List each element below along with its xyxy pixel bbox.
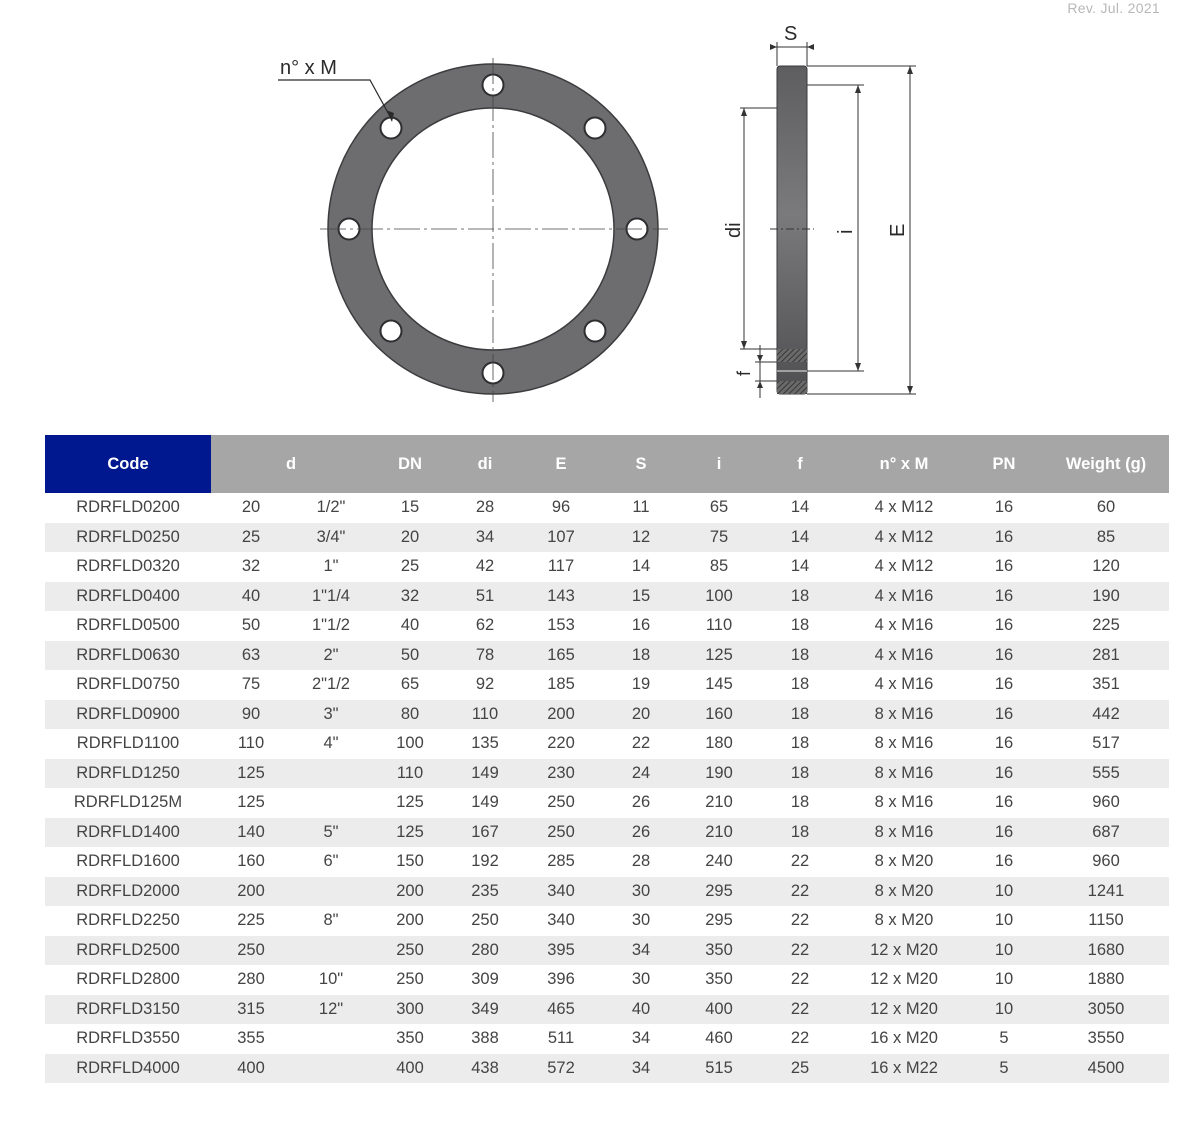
cell-pn: 10 xyxy=(965,936,1043,966)
cell-i: 85 xyxy=(681,552,757,582)
cell-s: 34 xyxy=(601,1024,681,1054)
cell-f: 18 xyxy=(757,729,843,759)
cell-weight: 960 xyxy=(1043,788,1169,818)
bolt-hole xyxy=(585,321,606,342)
cell-d-inch: 6" xyxy=(291,847,371,877)
cell-d-inch: 3/4" xyxy=(291,523,371,553)
cell-weight: 960 xyxy=(1043,847,1169,877)
cell-s: 28 xyxy=(601,847,681,877)
dim-label-i: i xyxy=(835,229,857,234)
cell-i: 295 xyxy=(681,877,757,907)
cell-f: 18 xyxy=(757,611,843,641)
cell-f: 22 xyxy=(757,936,843,966)
cell-bolts: 8 x M20 xyxy=(843,877,965,907)
cell-d-inch xyxy=(291,759,371,789)
cell-code: RDRFLD1100 xyxy=(45,729,211,759)
cell-weight: 517 xyxy=(1043,729,1169,759)
cell-weight: 225 xyxy=(1043,611,1169,641)
table-row xyxy=(45,788,1169,818)
cell-d-inch: 4" xyxy=(291,729,371,759)
cell-i: 145 xyxy=(681,670,757,700)
flange-spec-table xyxy=(45,435,1169,1083)
cell-d: 315 xyxy=(211,995,291,1025)
cell-s: 11 xyxy=(601,493,681,523)
cell-weight: 555 xyxy=(1043,759,1169,789)
cell-bolts: 4 x M12 xyxy=(843,552,965,582)
cell-s: 19 xyxy=(601,670,681,700)
cell-weight: 442 xyxy=(1043,700,1169,730)
cell-code: RDRFLD0250 xyxy=(45,523,211,553)
cell-di: 28 xyxy=(449,493,521,523)
cell-code: RDRFLD125M xyxy=(45,788,211,818)
cell-s: 20 xyxy=(601,700,681,730)
cell-di: 51 xyxy=(449,582,521,612)
header-d: d xyxy=(211,435,371,493)
cell-f: 14 xyxy=(757,523,843,553)
cell-dn: 350 xyxy=(371,1024,449,1054)
cell-pn: 16 xyxy=(965,641,1043,671)
cell-s: 15 xyxy=(601,582,681,612)
cell-bolts: 4 x M12 xyxy=(843,493,965,523)
cell-pn: 16 xyxy=(965,670,1043,700)
cell-s: 24 xyxy=(601,759,681,789)
table-row xyxy=(45,995,1169,1025)
cell-di: 92 xyxy=(449,670,521,700)
cell-d: 160 xyxy=(211,847,291,877)
dimension-lines xyxy=(740,42,916,398)
cell-d: 400 xyxy=(211,1054,291,1084)
cell-pn: 16 xyxy=(965,818,1043,848)
table-row xyxy=(45,759,1169,789)
table-row xyxy=(45,582,1169,612)
cell-s: 14 xyxy=(601,552,681,582)
bolt-hole-section-top xyxy=(777,349,807,362)
cell-s: 22 xyxy=(601,729,681,759)
cell-dn: 300 xyxy=(371,995,449,1025)
cell-e: 220 xyxy=(521,729,601,759)
flange-side-view xyxy=(723,23,916,398)
cell-pn: 16 xyxy=(965,729,1043,759)
cell-e: 511 xyxy=(521,1024,601,1054)
cell-d: 280 xyxy=(211,965,291,995)
cell-bolts: 8 x M16 xyxy=(843,818,965,848)
cell-d: 355 xyxy=(211,1024,291,1054)
header-di: di xyxy=(449,435,521,493)
cell-code: RDRFLD2000 xyxy=(45,877,211,907)
cell-bolts: 12 x M20 xyxy=(843,936,965,966)
cell-dn: 110 xyxy=(371,759,449,789)
cell-code: RDRFLD1400 xyxy=(45,818,211,848)
cell-code: RDRFLD0750 xyxy=(45,670,211,700)
cell-code: RDRFLD0900 xyxy=(45,700,211,730)
cell-di: 235 xyxy=(449,877,521,907)
cell-d: 140 xyxy=(211,818,291,848)
header-bolts: n° x M xyxy=(843,435,965,493)
cell-f: 25 xyxy=(757,1054,843,1084)
cell-weight: 60 xyxy=(1043,493,1169,523)
cell-s: 34 xyxy=(601,936,681,966)
cell-e: 185 xyxy=(521,670,601,700)
table-row xyxy=(45,641,1169,671)
cell-d-inch xyxy=(291,877,371,907)
cell-di: 250 xyxy=(449,906,521,936)
cell-code: RDRFLD0630 xyxy=(45,641,211,671)
cell-dn: 32 xyxy=(371,582,449,612)
cell-f: 18 xyxy=(757,818,843,848)
cell-code: RDRFLD1250 xyxy=(45,759,211,789)
cell-pn: 10 xyxy=(965,995,1043,1025)
table-row xyxy=(45,936,1169,966)
cell-dn: 20 xyxy=(371,523,449,553)
table-row xyxy=(45,729,1169,759)
cell-dn: 200 xyxy=(371,906,449,936)
bolt-spec-label: n° x M xyxy=(280,57,337,79)
cell-weight: 351 xyxy=(1043,670,1169,700)
cell-dn: 125 xyxy=(371,788,449,818)
table-row xyxy=(45,877,1169,907)
cell-code: RDRFLD3550 xyxy=(45,1024,211,1054)
cell-dn: 250 xyxy=(371,936,449,966)
cell-di: 280 xyxy=(449,936,521,966)
cell-weight: 1880 xyxy=(1043,965,1169,995)
cell-f: 14 xyxy=(757,552,843,582)
cell-bolts: 16 x M20 xyxy=(843,1024,965,1054)
table-row xyxy=(45,1054,1169,1084)
table-row xyxy=(45,700,1169,730)
cell-dn: 400 xyxy=(371,1054,449,1084)
cell-bolts: 4 x M16 xyxy=(843,670,965,700)
cell-d-inch: 8" xyxy=(291,906,371,936)
cell-e: 230 xyxy=(521,759,601,789)
cell-f: 18 xyxy=(757,788,843,818)
cell-pn: 5 xyxy=(965,1054,1043,1084)
cell-e: 96 xyxy=(521,493,601,523)
cell-di: 34 xyxy=(449,523,521,553)
cell-d-inch xyxy=(291,1054,371,1084)
cell-d-inch: 12" xyxy=(291,995,371,1025)
cell-code: RDRFLD0320 xyxy=(45,552,211,582)
cell-d: 25 xyxy=(211,523,291,553)
cell-bolts: 16 x M22 xyxy=(843,1054,965,1084)
cell-e: 396 xyxy=(521,965,601,995)
cell-pn: 16 xyxy=(965,700,1043,730)
cell-code: RDRFLD1600 xyxy=(45,847,211,877)
cell-weight: 120 xyxy=(1043,552,1169,582)
cell-i: 100 xyxy=(681,582,757,612)
revision-label: Rev. Jul. 2021 xyxy=(1067,0,1160,16)
cell-i: 180 xyxy=(681,729,757,759)
cell-code: RDRFLD0400 xyxy=(45,582,211,612)
flange-technical-drawing xyxy=(0,0,1200,425)
cell-d-inch: 5" xyxy=(291,818,371,848)
cell-d-inch: 2"1/2 xyxy=(291,670,371,700)
cell-e: 250 xyxy=(521,788,601,818)
cell-d: 225 xyxy=(211,906,291,936)
cell-bolts: 8 x M20 xyxy=(843,847,965,877)
cell-dn: 100 xyxy=(371,729,449,759)
dimension-arrows xyxy=(741,44,913,394)
cell-f: 22 xyxy=(757,906,843,936)
cell-i: 125 xyxy=(681,641,757,671)
cell-e: 117 xyxy=(521,552,601,582)
header-i: i xyxy=(681,435,757,493)
header-s: S xyxy=(601,435,681,493)
cell-s: 18 xyxy=(601,641,681,671)
flange-front-view xyxy=(278,57,668,402)
cell-s: 26 xyxy=(601,818,681,848)
cell-i: 160 xyxy=(681,700,757,730)
cell-d: 125 xyxy=(211,759,291,789)
cell-bolts: 12 x M20 xyxy=(843,965,965,995)
cell-pn: 5 xyxy=(965,1024,1043,1054)
cell-dn: 125 xyxy=(371,818,449,848)
cell-f: 22 xyxy=(757,995,843,1025)
table-row xyxy=(45,670,1169,700)
cell-d: 110 xyxy=(211,729,291,759)
cell-i: 210 xyxy=(681,788,757,818)
cell-f: 14 xyxy=(757,493,843,523)
cell-di: 149 xyxy=(449,759,521,789)
cell-code: RDRFLD3150 xyxy=(45,995,211,1025)
cell-code: RDRFLD0500 xyxy=(45,611,211,641)
bolt-hole xyxy=(585,118,606,139)
cell-di: 135 xyxy=(449,729,521,759)
cell-f: 18 xyxy=(757,700,843,730)
cell-d-inch: 1"1/4 xyxy=(291,582,371,612)
cell-d-inch: 10" xyxy=(291,965,371,995)
cell-weight: 85 xyxy=(1043,523,1169,553)
cell-e: 200 xyxy=(521,700,601,730)
cell-d-inch: 1/2" xyxy=(291,493,371,523)
cell-f: 22 xyxy=(757,965,843,995)
cell-d: 75 xyxy=(211,670,291,700)
cell-f: 22 xyxy=(757,877,843,907)
cell-d-inch: 1" xyxy=(291,552,371,582)
cell-i: 240 xyxy=(681,847,757,877)
cell-s: 26 xyxy=(601,788,681,818)
cell-code: RDRFLD2800 xyxy=(45,965,211,995)
header-e: E xyxy=(521,435,601,493)
cell-d: 200 xyxy=(211,877,291,907)
cell-d-inch xyxy=(291,1024,371,1054)
header-code: Code xyxy=(45,435,211,493)
cell-di: 349 xyxy=(449,995,521,1025)
cell-dn: 15 xyxy=(371,493,449,523)
cell-di: 42 xyxy=(449,552,521,582)
cell-f: 18 xyxy=(757,670,843,700)
cell-e: 153 xyxy=(521,611,601,641)
cell-weight: 4500 xyxy=(1043,1054,1169,1084)
bolt-hole-section-bottom xyxy=(777,381,807,394)
bolt-hole xyxy=(381,118,402,139)
cell-bolts: 8 x M20 xyxy=(843,906,965,936)
cell-s: 30 xyxy=(601,877,681,907)
cell-dn: 40 xyxy=(371,611,449,641)
header-dn: DN xyxy=(371,435,449,493)
cell-d: 90 xyxy=(211,700,291,730)
cell-e: 107 xyxy=(521,523,601,553)
cell-dn: 250 xyxy=(371,965,449,995)
cell-bolts: 4 x M16 xyxy=(843,641,965,671)
cell-s: 30 xyxy=(601,906,681,936)
cell-f: 22 xyxy=(757,847,843,877)
cell-i: 350 xyxy=(681,965,757,995)
cell-d: 20 xyxy=(211,493,291,523)
cell-di: 438 xyxy=(449,1054,521,1084)
cell-e: 572 xyxy=(521,1054,601,1084)
cell-di: 78 xyxy=(449,641,521,671)
cell-pn: 10 xyxy=(965,906,1043,936)
cell-bolts: 8 x M16 xyxy=(843,759,965,789)
cell-di: 62 xyxy=(449,611,521,641)
table-row xyxy=(45,1024,1169,1054)
cell-d: 63 xyxy=(211,641,291,671)
cell-di: 167 xyxy=(449,818,521,848)
dim-label-e: E xyxy=(887,223,909,237)
cell-bolts: 4 x M16 xyxy=(843,582,965,612)
cell-e: 165 xyxy=(521,641,601,671)
cell-d-inch: 3" xyxy=(291,700,371,730)
dim-label-s: S xyxy=(784,23,798,45)
cell-pn: 10 xyxy=(965,877,1043,907)
cell-f: 18 xyxy=(757,759,843,789)
cell-d: 50 xyxy=(211,611,291,641)
cell-bolts: 12 x M20 xyxy=(843,995,965,1025)
cell-d: 40 xyxy=(211,582,291,612)
cell-f: 18 xyxy=(757,582,843,612)
cell-s: 16 xyxy=(601,611,681,641)
cell-di: 192 xyxy=(449,847,521,877)
cell-d-inch xyxy=(291,788,371,818)
cell-i: 190 xyxy=(681,759,757,789)
cell-e: 340 xyxy=(521,877,601,907)
table-row xyxy=(45,611,1169,641)
cell-dn: 65 xyxy=(371,670,449,700)
cell-weight: 687 xyxy=(1043,818,1169,848)
table-row xyxy=(45,847,1169,877)
cell-weight: 3550 xyxy=(1043,1024,1169,1054)
cell-d: 32 xyxy=(211,552,291,582)
cell-di: 388 xyxy=(449,1024,521,1054)
cell-d-inch: 2" xyxy=(291,641,371,671)
cell-pn: 16 xyxy=(965,582,1043,612)
cell-bolts: 8 x M16 xyxy=(843,700,965,730)
dim-label-f: f xyxy=(734,370,754,376)
cell-i: 75 xyxy=(681,523,757,553)
table-row xyxy=(45,493,1169,523)
cell-s: 34 xyxy=(601,1054,681,1084)
cell-e: 285 xyxy=(521,847,601,877)
cell-pn: 10 xyxy=(965,965,1043,995)
cell-pn: 16 xyxy=(965,611,1043,641)
cell-weight: 1241 xyxy=(1043,877,1169,907)
cell-d-inch xyxy=(291,936,371,966)
cell-e: 395 xyxy=(521,936,601,966)
cell-i: 295 xyxy=(681,906,757,936)
cell-pn: 16 xyxy=(965,847,1043,877)
cell-pn: 16 xyxy=(965,759,1043,789)
cell-f: 18 xyxy=(757,641,843,671)
cell-dn: 80 xyxy=(371,700,449,730)
table-body xyxy=(45,493,1169,1083)
table-row xyxy=(45,552,1169,582)
cell-bolts: 4 x M12 xyxy=(843,523,965,553)
cell-weight: 3050 xyxy=(1043,995,1169,1025)
cell-dn: 50 xyxy=(371,641,449,671)
cell-code: RDRFLD2500 xyxy=(45,936,211,966)
cell-pn: 16 xyxy=(965,788,1043,818)
cell-e: 143 xyxy=(521,582,601,612)
cell-d-inch: 1"1/2 xyxy=(291,611,371,641)
header-weight: Weight (g) xyxy=(1043,435,1169,493)
cell-i: 110 xyxy=(681,611,757,641)
cell-d: 125 xyxy=(211,788,291,818)
cell-di: 309 xyxy=(449,965,521,995)
cell-bolts: 8 x M16 xyxy=(843,788,965,818)
cell-dn: 150 xyxy=(371,847,449,877)
cell-dn: 25 xyxy=(371,552,449,582)
table-row xyxy=(45,818,1169,848)
cell-i: 65 xyxy=(681,493,757,523)
cell-dn: 200 xyxy=(371,877,449,907)
cell-s: 40 xyxy=(601,995,681,1025)
cell-s: 30 xyxy=(601,965,681,995)
cell-weight: 1150 xyxy=(1043,906,1169,936)
cell-e: 465 xyxy=(521,995,601,1025)
header-f: f xyxy=(757,435,843,493)
table-row xyxy=(45,906,1169,936)
cell-e: 340 xyxy=(521,906,601,936)
dim-label-di: di xyxy=(723,222,745,238)
cell-i: 515 xyxy=(681,1054,757,1084)
flange-profile xyxy=(777,66,807,394)
table-row xyxy=(45,523,1169,553)
cell-code: RDRFLD2250 xyxy=(45,906,211,936)
cell-pn: 16 xyxy=(965,493,1043,523)
cell-i: 210 xyxy=(681,818,757,848)
cell-i: 350 xyxy=(681,936,757,966)
cell-bolts: 4 x M16 xyxy=(843,611,965,641)
table-header-row xyxy=(45,435,1169,493)
cell-e: 250 xyxy=(521,818,601,848)
cell-di: 110 xyxy=(449,700,521,730)
cell-pn: 16 xyxy=(965,523,1043,553)
cell-i: 400 xyxy=(681,995,757,1025)
bolt-hole xyxy=(381,321,402,342)
cell-s: 12 xyxy=(601,523,681,553)
cell-i: 460 xyxy=(681,1024,757,1054)
table-row xyxy=(45,965,1169,995)
header-pn: PN xyxy=(965,435,1043,493)
cell-f: 22 xyxy=(757,1024,843,1054)
cell-pn: 16 xyxy=(965,552,1043,582)
cell-d: 250 xyxy=(211,936,291,966)
cell-weight: 1680 xyxy=(1043,936,1169,966)
cell-code: RDRFLD4000 xyxy=(45,1054,211,1084)
cell-weight: 190 xyxy=(1043,582,1169,612)
cell-bolts: 8 x M16 xyxy=(843,729,965,759)
cell-code: RDRFLD0200 xyxy=(45,493,211,523)
cell-weight: 281 xyxy=(1043,641,1169,671)
cell-di: 149 xyxy=(449,788,521,818)
